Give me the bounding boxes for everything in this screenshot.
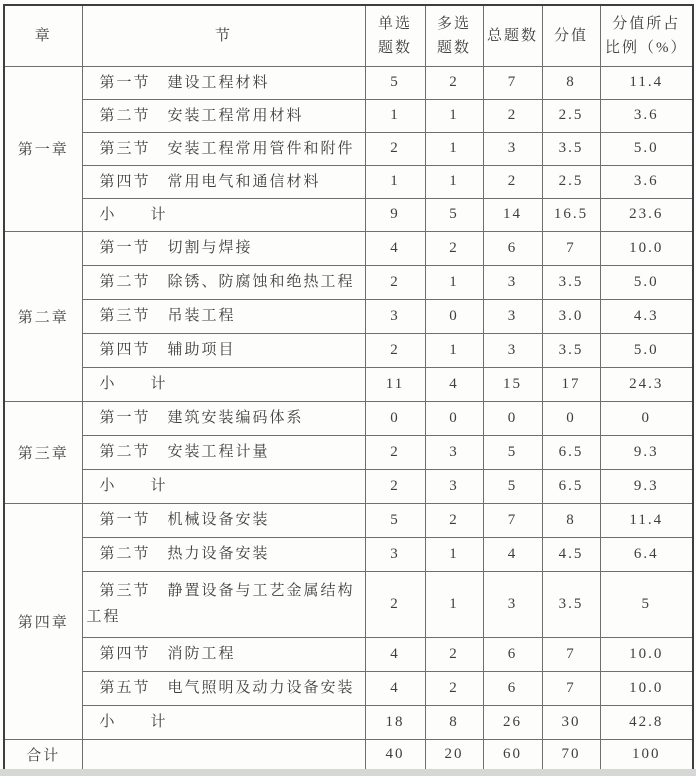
- total-count-cell: 5: [483, 469, 542, 503]
- single-count-cell: 4: [365, 671, 425, 705]
- total-count-cell: 7: [483, 503, 542, 537]
- table-row: [4, 401, 693, 435]
- ratio-cell: 42.8: [600, 705, 693, 739]
- single-count-cell: 40: [365, 739, 425, 771]
- total-count-cell: 5: [483, 435, 542, 469]
- chapter-4-cell: 第四章: [4, 503, 82, 739]
- single-count-cell: 9: [365, 198, 425, 231]
- total-count-cell: 60: [483, 739, 542, 771]
- multi-count-cell: 3: [425, 469, 483, 503]
- section-cell: 第四节 消防工程: [82, 637, 365, 671]
- score-cell: 7: [542, 637, 600, 671]
- section-cell: 第五节 电气照明及动力设备安装: [82, 671, 365, 705]
- total-count-cell: 6: [483, 637, 542, 671]
- single-count-cell: 1: [365, 165, 425, 198]
- score-cell: 2.5: [542, 165, 600, 198]
- multi-count-cell: 1: [425, 132, 483, 165]
- score-cell: 3.0: [542, 299, 600, 333]
- single-count-cell: 2: [365, 571, 425, 637]
- header-multi-count: [425, 5, 483, 66]
- score-cell: 6.5: [542, 435, 600, 469]
- single-count-cell: 2: [365, 132, 425, 165]
- total-count-cell: 4: [483, 537, 542, 571]
- multi-count-cell: 1: [425, 165, 483, 198]
- single-count-cell: 0: [365, 401, 425, 435]
- total-count-cell: 3: [483, 132, 542, 165]
- ratio-cell: 10.0: [600, 637, 693, 671]
- header-multi-line2: 题数: [436, 39, 471, 56]
- section-cell: 第二节 安装工程常用材料: [82, 99, 365, 132]
- header-total-count: 总题数: [483, 5, 542, 66]
- table-row: [4, 231, 693, 265]
- section-cell: 第一节 建筑安装编码体系: [82, 401, 365, 435]
- score-cell: 30: [542, 705, 600, 739]
- subtotal-row: [4, 367, 693, 401]
- ratio-cell: 0: [600, 401, 693, 435]
- multi-count-cell: 0: [425, 401, 483, 435]
- ratio-cell: 6.4: [600, 537, 693, 571]
- table-row: [4, 637, 693, 671]
- score-cell: 6.5: [542, 469, 600, 503]
- score-cell: 3.5: [542, 333, 600, 367]
- total-count-cell: 2: [483, 99, 542, 132]
- ratio-cell: 23.6: [600, 198, 693, 231]
- header-single-line2: 题数: [377, 39, 412, 56]
- subtotal-row: [4, 469, 693, 503]
- chapter-1-cell: 第一章: [4, 66, 82, 231]
- ratio-cell: 11.4: [600, 66, 693, 99]
- single-count-cell: 3: [365, 537, 425, 571]
- ratio-cell: 100: [600, 739, 693, 771]
- header-ratio-line1: 分值所占: [612, 15, 681, 32]
- score-cell: 17: [542, 367, 600, 401]
- score-cell: 70: [542, 739, 600, 771]
- single-count-cell: 2: [365, 333, 425, 367]
- ratio-cell: 10.0: [600, 671, 693, 705]
- multi-count-cell: 2: [425, 671, 483, 705]
- section-cell: 第一节 建设工程材料: [82, 66, 365, 99]
- header-ratio-line2: 比例（%）: [605, 39, 688, 56]
- single-count-cell: 4: [365, 231, 425, 265]
- ratio-cell: 4.3: [600, 299, 693, 333]
- section-cell: 第四节 辅助项目: [82, 333, 365, 367]
- table-row: [4, 66, 693, 99]
- ratio-cell: 5.0: [600, 265, 693, 299]
- header-chapter: 章: [4, 5, 82, 66]
- table-row: [4, 671, 693, 705]
- score-cell: 3.5: [542, 571, 600, 637]
- score-cell: 16.5: [542, 198, 600, 231]
- subtotal-row: [4, 705, 693, 739]
- table-row: [4, 132, 693, 165]
- table-row: [4, 503, 693, 537]
- single-count-cell: 18: [365, 705, 425, 739]
- subtotal-label-cell: 小 计: [82, 367, 365, 401]
- single-count-cell: 5: [365, 66, 425, 99]
- multi-count-cell: 1: [425, 265, 483, 299]
- scan-bottom-edge: [0, 769, 696, 776]
- single-count-cell: 2: [365, 469, 425, 503]
- total-count-cell: 14: [483, 198, 542, 231]
- ratio-cell: 5.0: [600, 132, 693, 165]
- table-row: [4, 265, 693, 299]
- multi-count-cell: 1: [425, 571, 483, 637]
- ratio-cell: 11.4: [600, 503, 693, 537]
- ratio-cell: 9.3: [600, 469, 693, 503]
- score-cell: 8: [542, 503, 600, 537]
- score-cell: 3.5: [542, 132, 600, 165]
- section-cell: 第一节 切割与焊接: [82, 231, 365, 265]
- score-cell: 4.5: [542, 537, 600, 571]
- multi-count-cell: 3: [425, 435, 483, 469]
- score-cell: 3.5: [542, 265, 600, 299]
- multi-count-cell: 1: [425, 537, 483, 571]
- multi-count-cell: 2: [425, 503, 483, 537]
- header-multi-line1: 多选: [436, 15, 471, 32]
- ratio-cell: 3.6: [600, 165, 693, 198]
- single-count-cell: 5: [365, 503, 425, 537]
- total-count-cell: 6: [483, 671, 542, 705]
- multi-count-cell: 4: [425, 367, 483, 401]
- subtotal-label-cell: 小 计: [82, 198, 365, 231]
- multi-count-cell: 2: [425, 66, 483, 99]
- single-count-cell: 1: [365, 99, 425, 132]
- score-cell: 7: [542, 671, 600, 705]
- total-count-cell: 3: [483, 265, 542, 299]
- header-ratio: [600, 5, 693, 66]
- header-single-line1: 单选: [377, 15, 412, 32]
- grand-total-label-cell: 合计: [4, 739, 82, 771]
- section-cell: 第三节 静置设备与工艺金属结构工程: [82, 571, 365, 637]
- total-count-cell: 2: [483, 165, 542, 198]
- ratio-cell: 5.0: [600, 333, 693, 367]
- multi-count-cell: 2: [425, 637, 483, 671]
- total-count-cell: 3: [483, 571, 542, 637]
- table-row: [4, 537, 693, 571]
- score-cell: 8: [542, 66, 600, 99]
- table-row: [4, 435, 693, 469]
- table-row: [4, 99, 693, 132]
- chapter-3-cell: 第三章: [4, 401, 82, 503]
- total-count-cell: 7: [483, 66, 542, 99]
- single-count-cell: 2: [365, 435, 425, 469]
- subtotal-row: [4, 198, 693, 231]
- empty-section-cell: [82, 739, 365, 771]
- total-count-cell: 0: [483, 401, 542, 435]
- section-cell: 第一节 机械设备安装: [82, 503, 365, 537]
- multi-count-cell: 5: [425, 198, 483, 231]
- header-row: [4, 5, 693, 66]
- multi-count-cell: 20: [425, 739, 483, 771]
- ratio-cell: 9.3: [600, 435, 693, 469]
- table-row: [4, 165, 693, 198]
- score-cell: 2.5: [542, 99, 600, 132]
- multi-count-cell: 0: [425, 299, 483, 333]
- multi-count-cell: 2: [425, 231, 483, 265]
- multi-count-cell: 1: [425, 99, 483, 132]
- multi-count-cell: 8: [425, 705, 483, 739]
- document-scan: [3, 4, 694, 772]
- ratio-cell: 5: [600, 571, 693, 637]
- section-cell: 第四节 常用电气和通信材料: [82, 165, 365, 198]
- single-count-cell: 4: [365, 637, 425, 671]
- section-cell: 第二节 热力设备安装: [82, 537, 365, 571]
- single-count-cell: 2: [365, 265, 425, 299]
- subtotal-label-cell: 小 计: [82, 469, 365, 503]
- grand-total-row: [4, 739, 693, 771]
- chapter-2-cell: 第二章: [4, 231, 82, 401]
- total-count-cell: 26: [483, 705, 542, 739]
- score-cell: 0: [542, 401, 600, 435]
- section-cell: 第三节 吊装工程: [82, 299, 365, 333]
- single-count-cell: 11: [365, 367, 425, 401]
- ratio-cell: 24.3: [600, 367, 693, 401]
- section-cell: 第二节 安装工程计量: [82, 435, 365, 469]
- total-count-cell: 3: [483, 299, 542, 333]
- table-row: [4, 571, 693, 637]
- section-cell: 第二节 除锈、防腐蚀和绝热工程: [82, 265, 365, 299]
- table-row: [4, 333, 693, 367]
- header-single-count: [365, 5, 425, 66]
- table-row: [4, 299, 693, 333]
- score-cell: 7: [542, 231, 600, 265]
- ratio-cell: 10.0: [600, 231, 693, 265]
- multi-count-cell: 1: [425, 333, 483, 367]
- section-cell: 第三节 安装工程常用管件和附件: [82, 132, 365, 165]
- total-count-cell: 3: [483, 333, 542, 367]
- subtotal-label-cell: 小 计: [82, 705, 365, 739]
- score-distribution-table: [3, 4, 694, 772]
- total-count-cell: 6: [483, 231, 542, 265]
- header-section: 节: [82, 5, 365, 66]
- total-count-cell: 15: [483, 367, 542, 401]
- header-score: 分值: [542, 5, 600, 66]
- ratio-cell: 3.6: [600, 99, 693, 132]
- single-count-cell: 3: [365, 299, 425, 333]
